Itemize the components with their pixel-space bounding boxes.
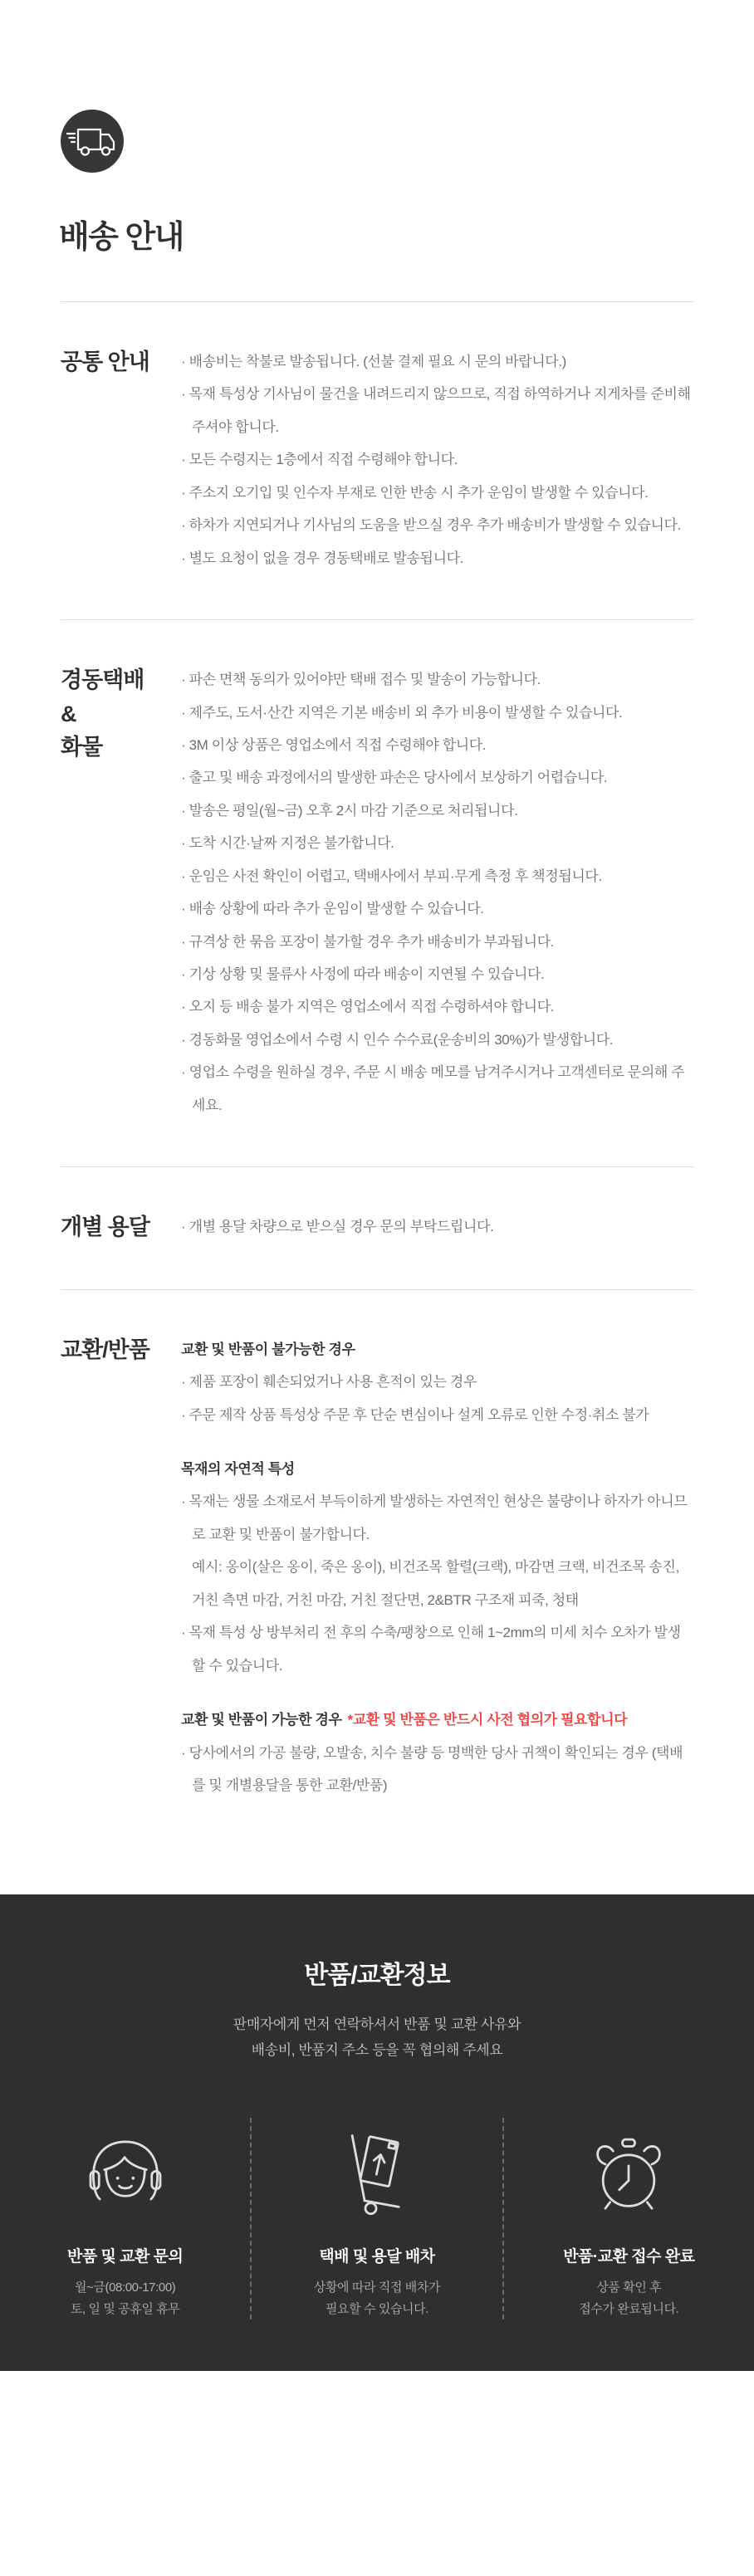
section-common-notice	[0, 302, 754, 574]
section-label-line: &	[61, 701, 76, 726]
alarm-clock-icon	[516, 2118, 742, 2222]
prior-consultation-warning: *교환 및 반품은 반드시 사전 협의가 필요합니다	[347, 1712, 628, 1728]
bullet-item: · 주소지 오기입 및 인수자 부재로 인한 반송 시 추가 운임이 발생할 수 있습니다.	[181, 477, 693, 509]
footer-col-line: 상황에 따라 직접 배차가	[313, 2280, 441, 2295]
footer-col-contact	[0, 2118, 250, 2320]
footer-title: 반품/교환정보	[304, 1962, 450, 1990]
bullet-item: · 경동화물 영업소에서 수령 시 인수 수수료(운송비의 30%)가 발생합니다.	[181, 1024, 693, 1056]
wood-example-note: 예시: 옹이(살은 옹이, 죽은 옹이), 비건조목 할렬(크랙), 마감면 크랙, 비건조목 송진, 거친 측면 마감, 거친 마감, 거친 절단면, 2&BTR 구조재 피죽, 청태	[192, 1559, 679, 1608]
section-label: 교환/반품	[61, 1337, 149, 1362]
bullet-item: · 모든 수령지는 1층에서 직접 수령해야 합니다.	[181, 443, 693, 476]
bullet-item: · 목재 특성상 기사님이 물건을 내려드리지 않으므로, 직접 하역하거나 지게차를 준비해 주셔야 합니다.	[181, 378, 693, 443]
bullet-item: · 배송 상황에 따라 추가 운임이 발생할 수 있습니다.	[181, 892, 693, 925]
section-body	[181, 1210, 693, 1243]
bullet-item: · 배송비는 착불로 발송됩니다. (선불 결제 필요 시 문의 바랍니다.)	[181, 345, 693, 378]
bullet-item: · 도착 시간·날짜 지정은 불가합니다.	[181, 827, 693, 859]
subheading-return-possible	[181, 1703, 693, 1736]
footer-col-text	[12, 2277, 238, 2320]
bullet-item: · 목재는 생물 소재로서 부득이하게 발생하는 자연적인 현상은 불량이나 하자가 아니므로 교환 및 반품이 불가합니다.	[181, 1485, 693, 1551]
footer-col-title: 반품 및 교환 문의	[67, 2247, 184, 2266]
footer-subtitle-line: 배송비, 반품지 주소 등을 꼭 협의해 주세요	[251, 2041, 503, 2058]
bullet-item: · 영업소 수령을 원하실 경우, 주문 시 배송 메모를 남겨주시거나 고객센터로 문의해 주세요.	[181, 1056, 693, 1122]
truck-icon-glyph	[61, 110, 124, 173]
footer-columns	[0, 2118, 754, 2320]
bullet-item: · 하차가 지연되거나 기사님의 도움을 받으실 경우 추가 배송비가 발생할 수 있습니다.	[181, 509, 693, 541]
page-title: 배송 안내	[59, 220, 184, 255]
section-kyungdong-freight	[0, 620, 754, 1122]
bullet-item: · 목재 특성 상 방부처리 전 후의 수축/팽창으로 인해 1~2mm의 미세 치수 오차가 발생 할 수 있습니다.	[181, 1616, 693, 1682]
bullet-item: · 규격상 한 묶음 포장이 불가할 경우 추가 배송비가 부과됩니다.	[181, 926, 693, 958]
bullet-item: · 기상 상황 및 물류사 사정에 따라 배송이 지연될 수 있습니다.	[181, 958, 693, 990]
section-label-line: 경동택배	[61, 667, 144, 693]
bullet-item: · 별도 요청이 없을 경우 경동택배로 발송됩니다.	[181, 542, 693, 574]
section-body	[181, 1333, 693, 1802]
footer-col-line: 상품 확인 후	[596, 2280, 662, 2295]
section-label: 개별 용달	[61, 1215, 149, 1240]
section-body	[181, 345, 693, 574]
section-individual-delivery	[0, 1167, 754, 1244]
footer-col-text	[516, 2277, 742, 2320]
section-body	[181, 663, 693, 1122]
bullet-item: · 제품 포장이 훼손되었거나 사용 흔적이 있는 경우	[181, 1366, 693, 1398]
footer-col-text	[263, 2277, 490, 2320]
subheading-text: 교환 및 반품이 가능한 경우	[181, 1712, 342, 1728]
bullet-item: · 오지 등 배송 불가 지역은 영업소에서 직접 수령하셔야 합니다.	[181, 990, 693, 1023]
footer-col-title: 택배 및 용달 배차	[319, 2247, 435, 2266]
footer-subtitle-line: 판매자에게 먼저 연락하셔서 반품 및 교환 사유와	[233, 2016, 521, 2033]
section-exchange-return	[0, 1290, 754, 1802]
delivery-truck-icon	[61, 110, 124, 173]
footer-col-title: 반품·교환 접수 완료	[563, 2247, 695, 2266]
bullet-item: · 개별 용달 차량으로 받으실 경우 문의 부탁드립니다.	[181, 1210, 693, 1243]
footer-col-line: 월~금(08:00-17:00)	[74, 2280, 176, 2295]
bullet-item: · 발송은 평일(월~금) 오후 2시 마감 기준으로 처리됩니다.	[181, 794, 693, 827]
return-exchange-info-panel	[0, 1894, 754, 2371]
footer-col-line: 접수가 완료됩니다.	[579, 2301, 679, 2316]
bullet-item: · 당사에서의 가공 불량, 오발송, 치수 불량 등 명백한 당사 귀책이 확인되는 경우 (택배를 및 개별용달을 통한 교환/반품)	[181, 1737, 693, 1802]
footer-subtitle	[0, 2012, 754, 2063]
bullet-item: · 파손 면책 동의가 있어야만 택배 접수 및 발송이 가능합니다.	[181, 663, 693, 696]
bullet-item: · 주문 제작 상품 특성상 주문 후 단순 변심이나 설계 오류로 인한 수정·취소 불가	[181, 1399, 693, 1431]
footer-col-complete	[502, 2118, 754, 2320]
section-label: 공통 안내	[61, 349, 149, 374]
bullet-item: · 제주도, 도서·산간 지역은 기본 배송비 외 추가 비용이 발생할 수 있습니다.	[181, 697, 693, 729]
footer-col-line: 필요할 수 있습니다.	[325, 2301, 428, 2316]
section-label	[61, 663, 181, 765]
subheading-wood-nature: 목재의 자연적 특성	[181, 1461, 295, 1477]
bullet-item: · 출고 및 배송 과정에서의 발생한 파손은 당사에서 보상하기 어렵습니다.	[181, 761, 693, 794]
footer-col-dispatch	[250, 2118, 502, 2320]
subheading-return-impossible: 교환 및 반품이 불가능한 경우	[181, 1341, 355, 1357]
section-label-line: 화물	[61, 735, 103, 760]
footer-col-line: 토, 일 및 공휴일 휴무	[70, 2301, 180, 2316]
bullet-item: · 운임은 사전 확인이 어렵고, 택배사에서 부피·무게 측정 후 책정됩니다.	[181, 860, 693, 892]
headset-agent-icon	[12, 2118, 238, 2222]
bullet-item: · 3M 이상 상품은 영업소에서 직접 수령해야 합니다.	[181, 729, 693, 761]
hand-truck-icon	[263, 2118, 490, 2222]
